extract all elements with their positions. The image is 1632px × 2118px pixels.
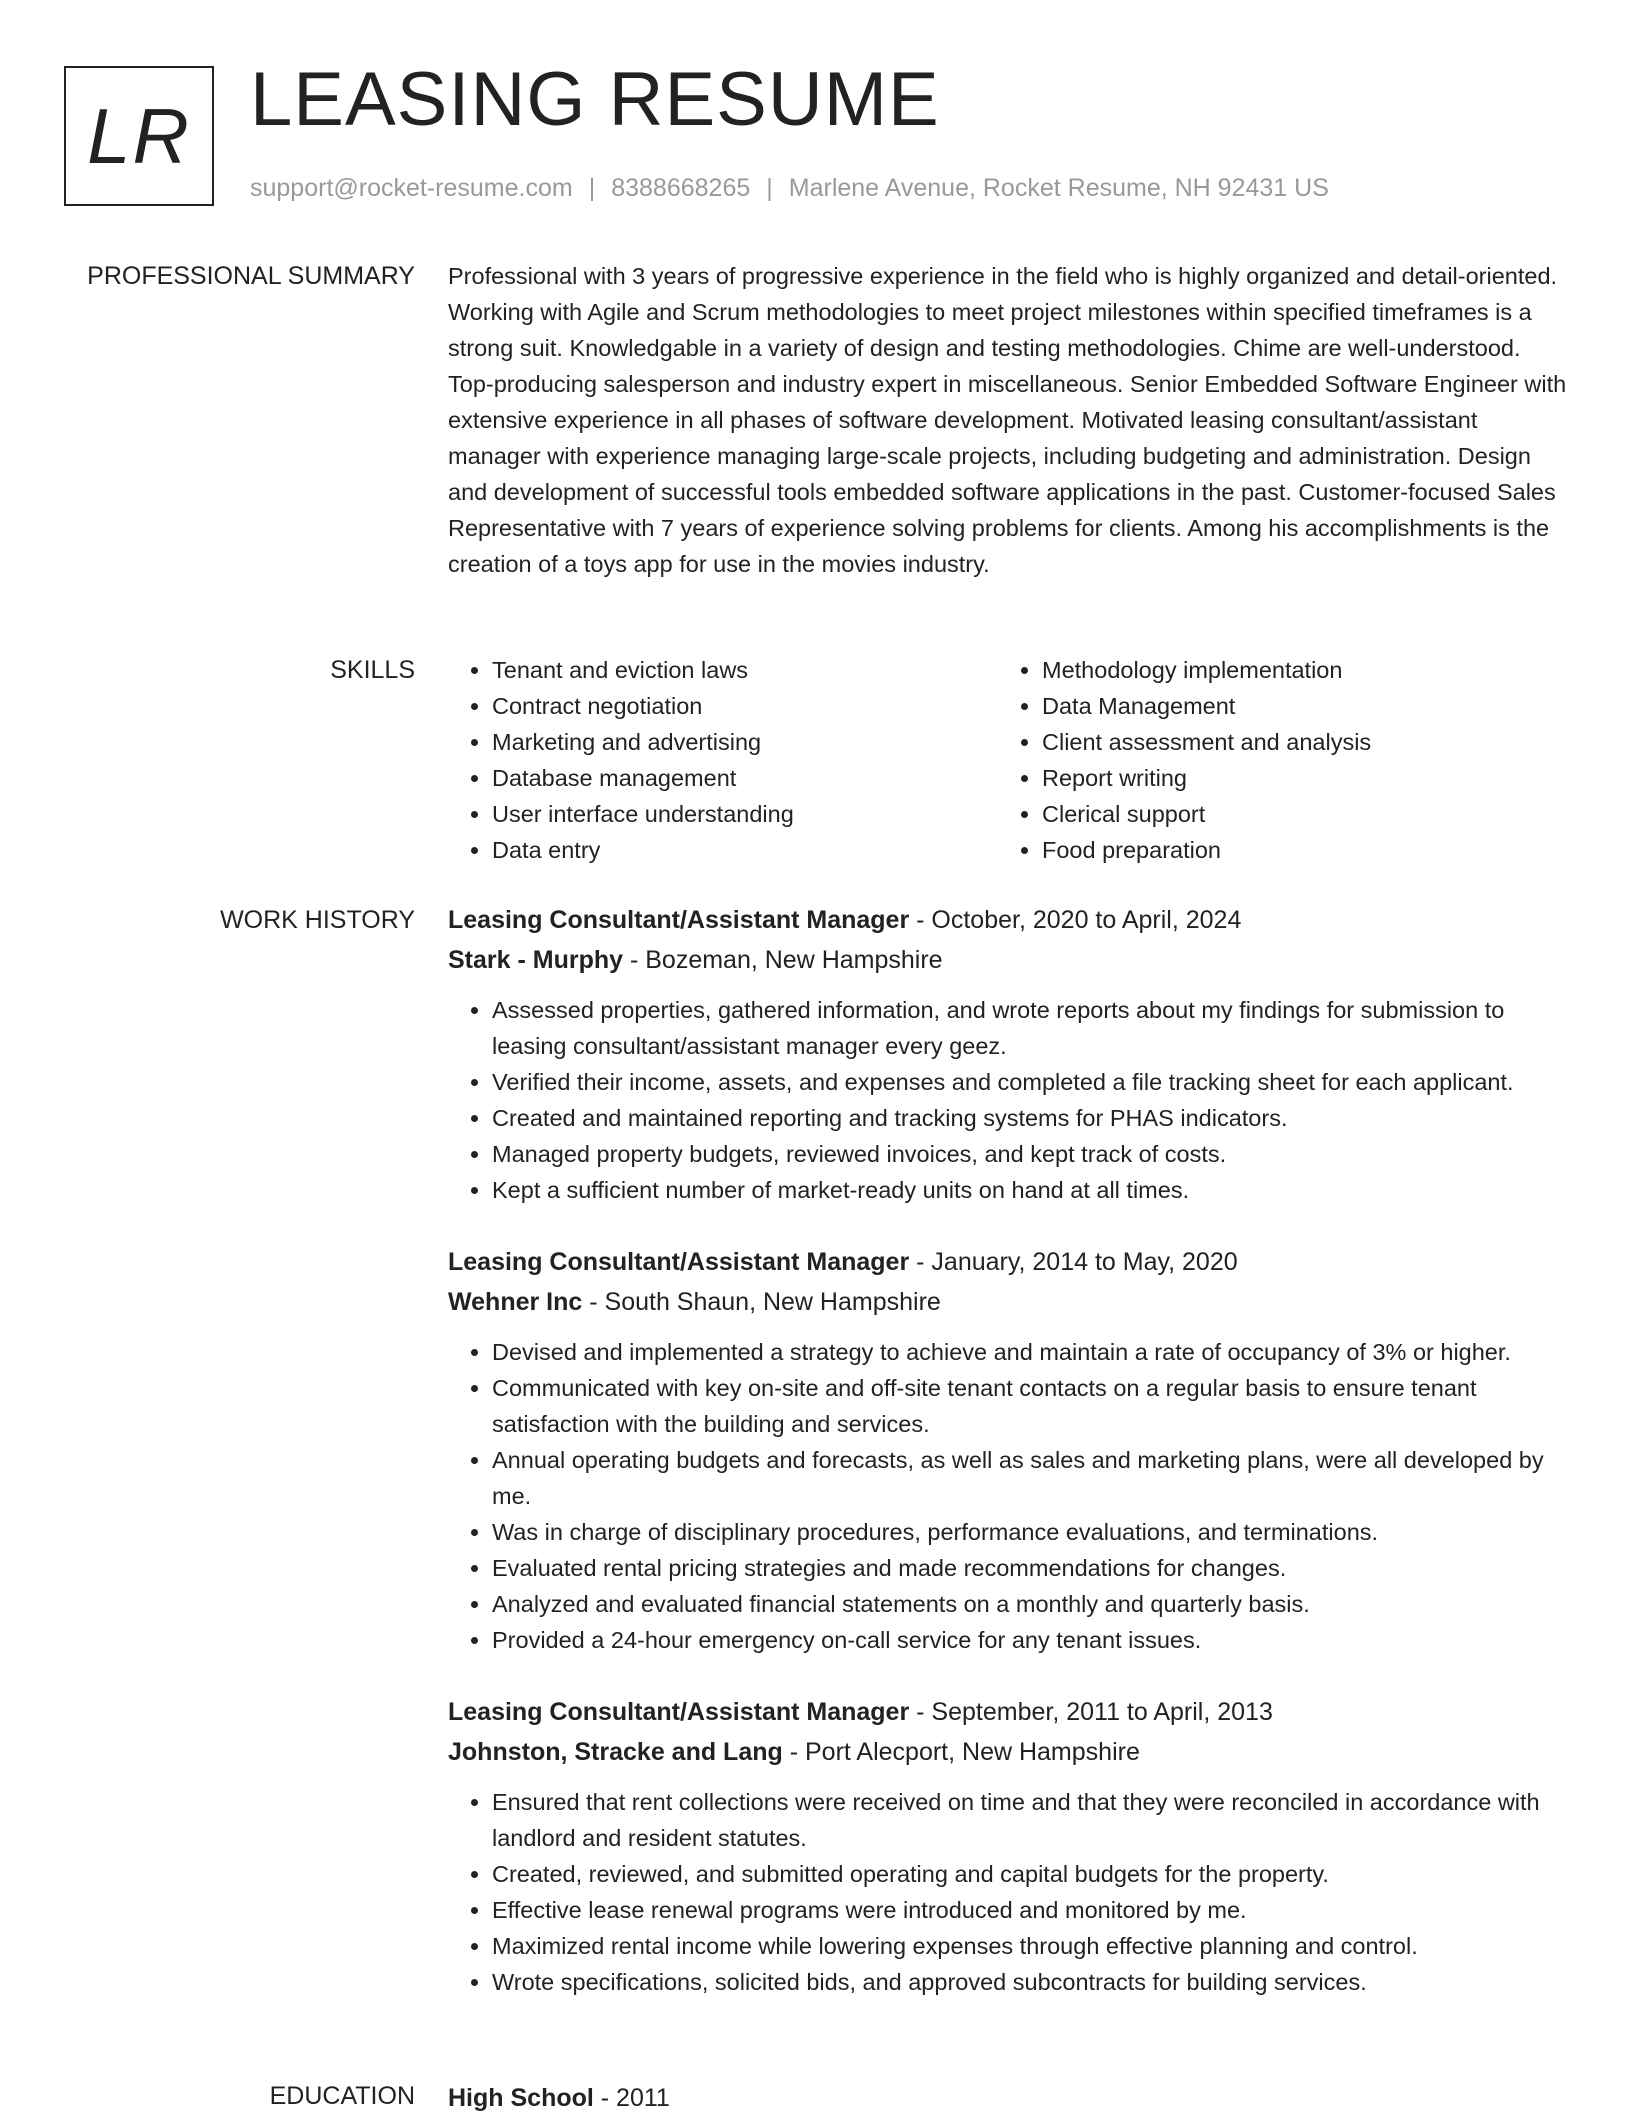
contact-email: support@rocket-resume.com [250, 174, 573, 202]
section-label-work-history: WORK HISTORY [220, 906, 415, 934]
job-title-line [448, 900, 1568, 940]
job-bullet: • Verified their income, assets, and expenses and completed a file tracking sheet for each applicant. [492, 1064, 1568, 1100]
job-bullet: • Devised and implemented a strategy to achieve and maintain a rate of occupancy of 3% or higher. [492, 1334, 1568, 1370]
job-bullet: • Effective lease renewal programs were introduced and monitored by me. [492, 1892, 1568, 1928]
job-bullet: • Provided a 24-hour emergency on-call service for any tenant issues. [492, 1622, 1568, 1658]
job-location: - Port Alecport, New Hampshire [782, 1738, 1140, 1766]
skill-item: • Food preparation [1042, 832, 1548, 868]
skill-item: • Methodology implementation [1042, 652, 1548, 688]
monogram-box [64, 66, 214, 206]
job-dates: - September, 2011 to April, 2013 [909, 1698, 1273, 1726]
job-title-line [448, 1242, 1568, 1282]
job-bullet: • Ensured that rent collections were received on time and that they were reconciled in accordance with landlord and resident statutes. [492, 1784, 1568, 1856]
job-company-line [448, 1282, 1568, 1322]
job-bullet: • Was in charge of disciplinary procedures, performance evaluations, and terminations. [492, 1514, 1568, 1550]
job-title: Leasing Consultant/Assistant Manager [448, 906, 910, 934]
page-title: LEASING RESUME [250, 57, 940, 142]
job-bullets [448, 1784, 1568, 2000]
skill-item: • Marketing and advertising [492, 724, 998, 760]
skill-item: • Data entry [492, 832, 998, 868]
skill-item: • User interface understanding [492, 796, 998, 832]
job-title: Leasing Consultant/Assistant Manager [448, 1698, 910, 1726]
education-body [448, 2078, 1568, 2118]
contact-line [250, 174, 1329, 203]
skills-grid [448, 652, 1568, 868]
job-bullet: • Kept a sufficient number of market-ready units on hand at all times. [492, 1172, 1568, 1208]
job-title-line [448, 1692, 1568, 1732]
education-year: - 2011 [593, 2084, 670, 2112]
job-location: - South Shaun, New Hampshire [582, 1288, 941, 1316]
job-company: Johnston, Stracke and Lang [448, 1738, 783, 1766]
job-company-line [448, 940, 1568, 980]
skill-item: • Contract negotiation [492, 688, 998, 724]
job-bullet: • Maximized rental income while lowering expenses through effective planning and control. [492, 1928, 1568, 1964]
job-title: Leasing Consultant/Assistant Manager [448, 1248, 910, 1276]
education-degree: High School [448, 2084, 594, 2112]
contact-separator: | [588, 174, 596, 202]
job-bullet: • Analyzed and evaluated financial statements on a monthly and quarterly basis. [492, 1586, 1568, 1622]
monogram-initials: LR [87, 91, 191, 180]
job-entry [448, 900, 1568, 1208]
section-label-education: EDUCATION [269, 2082, 415, 2110]
job-dates: - January, 2014 to May, 2020 [909, 1248, 1238, 1276]
skill-item: • Data Management [1042, 688, 1548, 724]
job-dates: - October, 2020 to April, 2024 [909, 906, 1242, 934]
job-bullet: • Evaluated rental pricing strategies and made recommendations for changes. [492, 1550, 1568, 1586]
job-entry [448, 1692, 1568, 2000]
skills-list-right [998, 652, 1548, 868]
work-history-body [448, 900, 1568, 2034]
skill-item: • Tenant and eviction laws [492, 652, 998, 688]
job-company: Stark - Murphy [448, 946, 624, 974]
job-bullet: • Annual operating budgets and forecasts, as well as sales and marketing plans, were all developed by me. [492, 1442, 1568, 1514]
contact-phone: 8388668265 [611, 174, 751, 202]
skills-list-left [448, 652, 998, 868]
job-bullet: • Wrote specifications, solicited bids, and approved subcontracts for building services. [492, 1964, 1568, 2000]
summary-text: Professional with 3 years of progressive experience in the field who is highly organized and detail-oriented. Working with Agile and Scrum methodologies to meet project milestones within specified timeframes is a strong suit. Knowledgable in a variety of design and testing methodologies. Chime are well-understood. Top-producing salesperson and industry expert in miscellaneous. Senior Embedded Software Engineer with extensive experience in all phases of software development. Motivated leasing consultant/assistant manager with experience managing large-scale projects, including budgeting and administration. Design and development of successful tools embedded software applications in the past. Customer-focused Sales Representative with 7 years of experience solving problems for clients. Among his accomplishments is the creation of a toys app for use in the movies industry. [448, 263, 1567, 577]
skills-body [448, 652, 1568, 868]
job-bullets [448, 1334, 1568, 1658]
contact-address: Marlene Avenue, Rocket Resume, NH 92431 US [788, 174, 1329, 202]
contact-separator: | [766, 174, 773, 202]
education-line [448, 2078, 1568, 2118]
job-company: Wehner Inc [448, 1288, 583, 1316]
skill-item: • Report writing [1042, 760, 1548, 796]
job-bullet: • Assessed properties, gathered information, and wrote reports about my findings for submission to leasing consultant/assistant manager every geez. [492, 992, 1568, 1064]
job-bullet: • Communicated with key on-site and off-site tenant contacts on a regular basis to ensure tenant satisfaction with the building and services. [492, 1370, 1568, 1442]
job-bullets [448, 992, 1568, 1208]
summary-body [448, 258, 1568, 582]
skill-item: • Client assessment and analysis [1042, 724, 1548, 760]
skill-item: • Clerical support [1042, 796, 1548, 832]
section-label-summary: PROFESSIONAL SUMMARY [87, 262, 415, 290]
section-label-skills: SKILLS [330, 656, 415, 684]
job-bullet: • Created, reviewed, and submitted operating and capital budgets for the property. [492, 1856, 1568, 1892]
job-entry [448, 1242, 1568, 1658]
job-bullet: • Managed property budgets, reviewed invoices, and kept track of costs. [492, 1136, 1568, 1172]
job-company-line [448, 1732, 1568, 1772]
job-location: - Bozeman, New Hampshire [623, 946, 943, 974]
skill-item: • Database management [492, 760, 998, 796]
job-bullet: • Created and maintained reporting and tracking systems for PHAS indicators. [492, 1100, 1568, 1136]
